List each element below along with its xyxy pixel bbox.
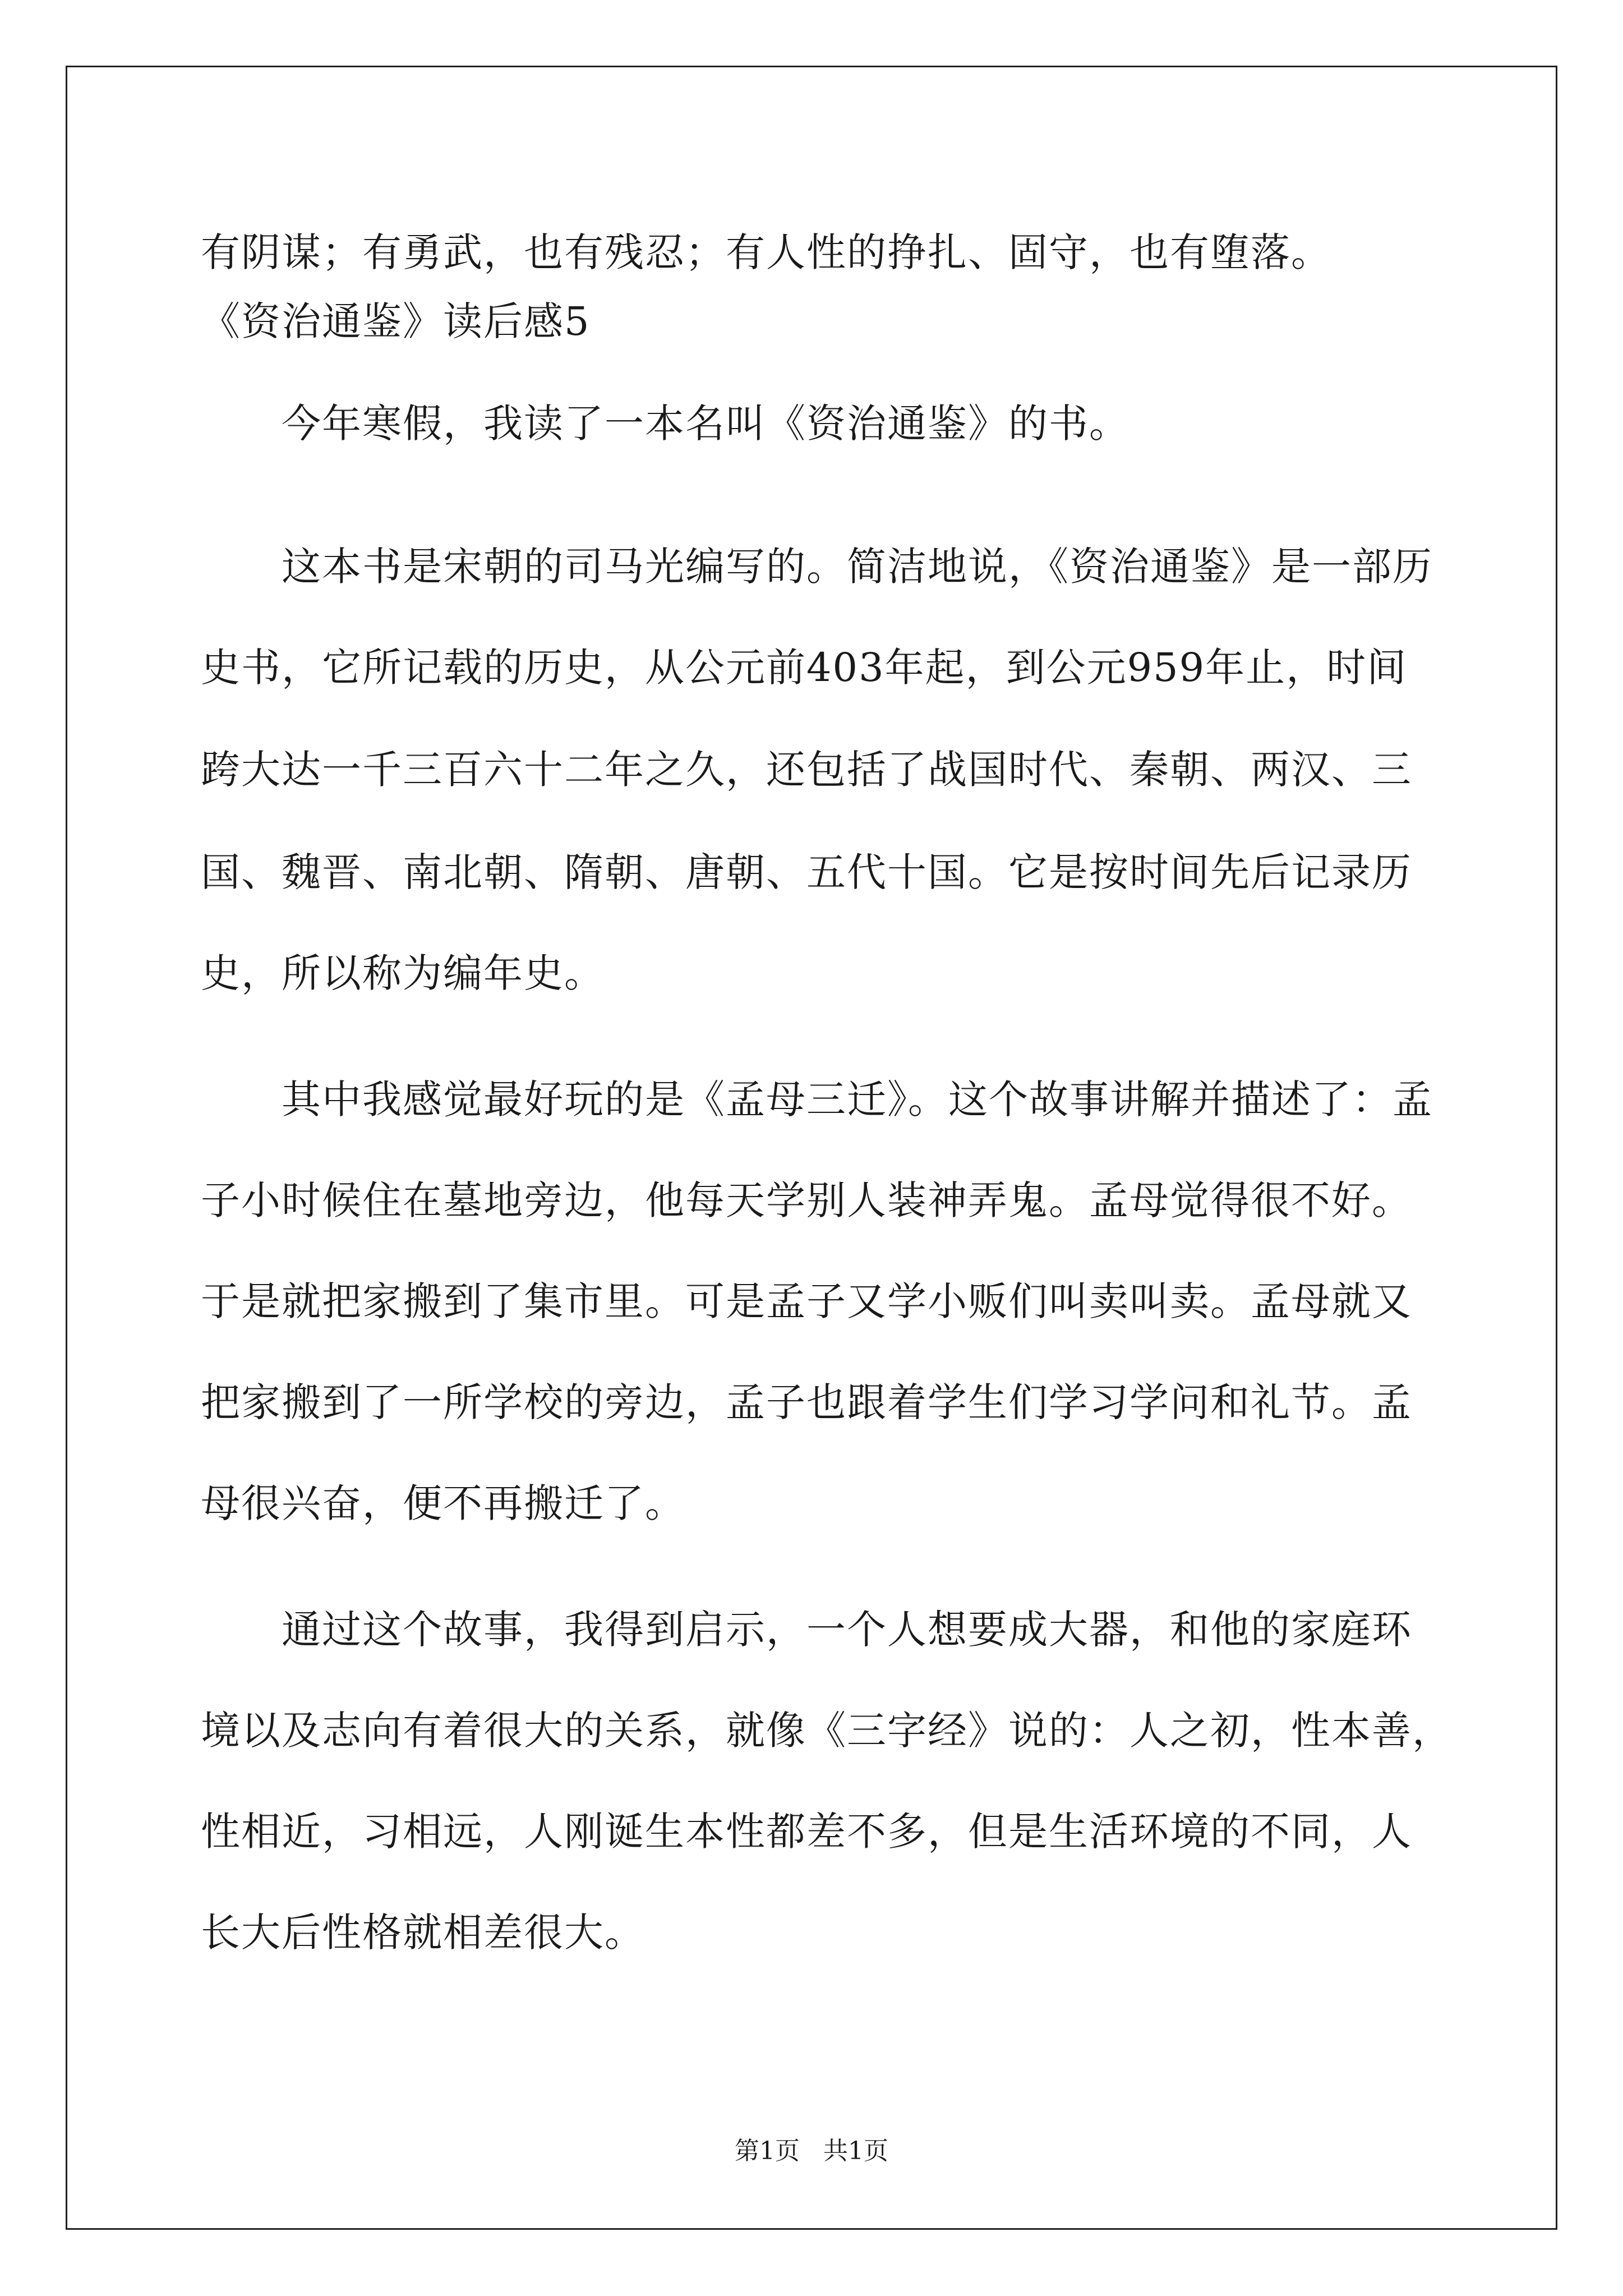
text-line: 境以及志向有着很大的关系，就像《三字经》说的：人之初，性本善， xyxy=(201,1708,1453,1754)
text-line: 史书，它所记载的历史，从公元前403年起，到公元959年止，时间 xyxy=(201,645,1408,691)
text-line: 今年寒假，我读了一本名叫《资治通鉴》的书。 xyxy=(282,401,1129,447)
section-heading: 《资治通鉴》读后感5 xyxy=(201,298,591,344)
text-line: 有阴谋；有勇武，也有残忍；有人性的挣扎、固守，也有堕落。 xyxy=(201,229,1331,275)
text-line: 这本书是宋朝的司马光编写的。简洁地说，《资治通鉴》是一部历 xyxy=(282,544,1433,590)
page-number-footer: 第1页 共1页 xyxy=(735,2137,888,2165)
text-line: 通过这个故事，我得到启示，一个人想要成大器，和他的家庭环 xyxy=(282,1607,1412,1653)
text-line: 史，所以称为编年史。 xyxy=(201,950,605,996)
text-line: 性相近，习相远，人刚诞生本性都差不多，但是生活环境的不同，人 xyxy=(201,1809,1412,1855)
text-line: 其中我感觉最好玩的是《孟母三迁》。这个故事讲解并描述了：孟 xyxy=(282,1076,1433,1122)
text-line: 于是就把家搬到了集市里。可是孟子又学小贩们叫卖叫卖。孟母就又 xyxy=(201,1278,1412,1324)
page-border xyxy=(66,66,1557,2230)
text-line: 母很兴奋，便不再搬迁了。 xyxy=(201,1480,685,1526)
text-line: 子小时候住在墓地旁边，他每天学别人装神弄鬼。孟母觉得很不好。 xyxy=(201,1177,1412,1223)
text-line: 把家搬到了一所学校的旁边，孟子也跟着学生们学习学问和礼节。孟 xyxy=(201,1379,1412,1425)
text-line: 长大后性格就相差很大。 xyxy=(201,1910,645,1955)
text-line: 跨大达一千三百六十二年之久，还包括了战国时代、秦朝、两汉、三 xyxy=(201,747,1412,793)
text-line: 国、魏晋、南北朝、隋朝、唐朝、五代十国。它是按时间先后记录历 xyxy=(201,849,1412,895)
